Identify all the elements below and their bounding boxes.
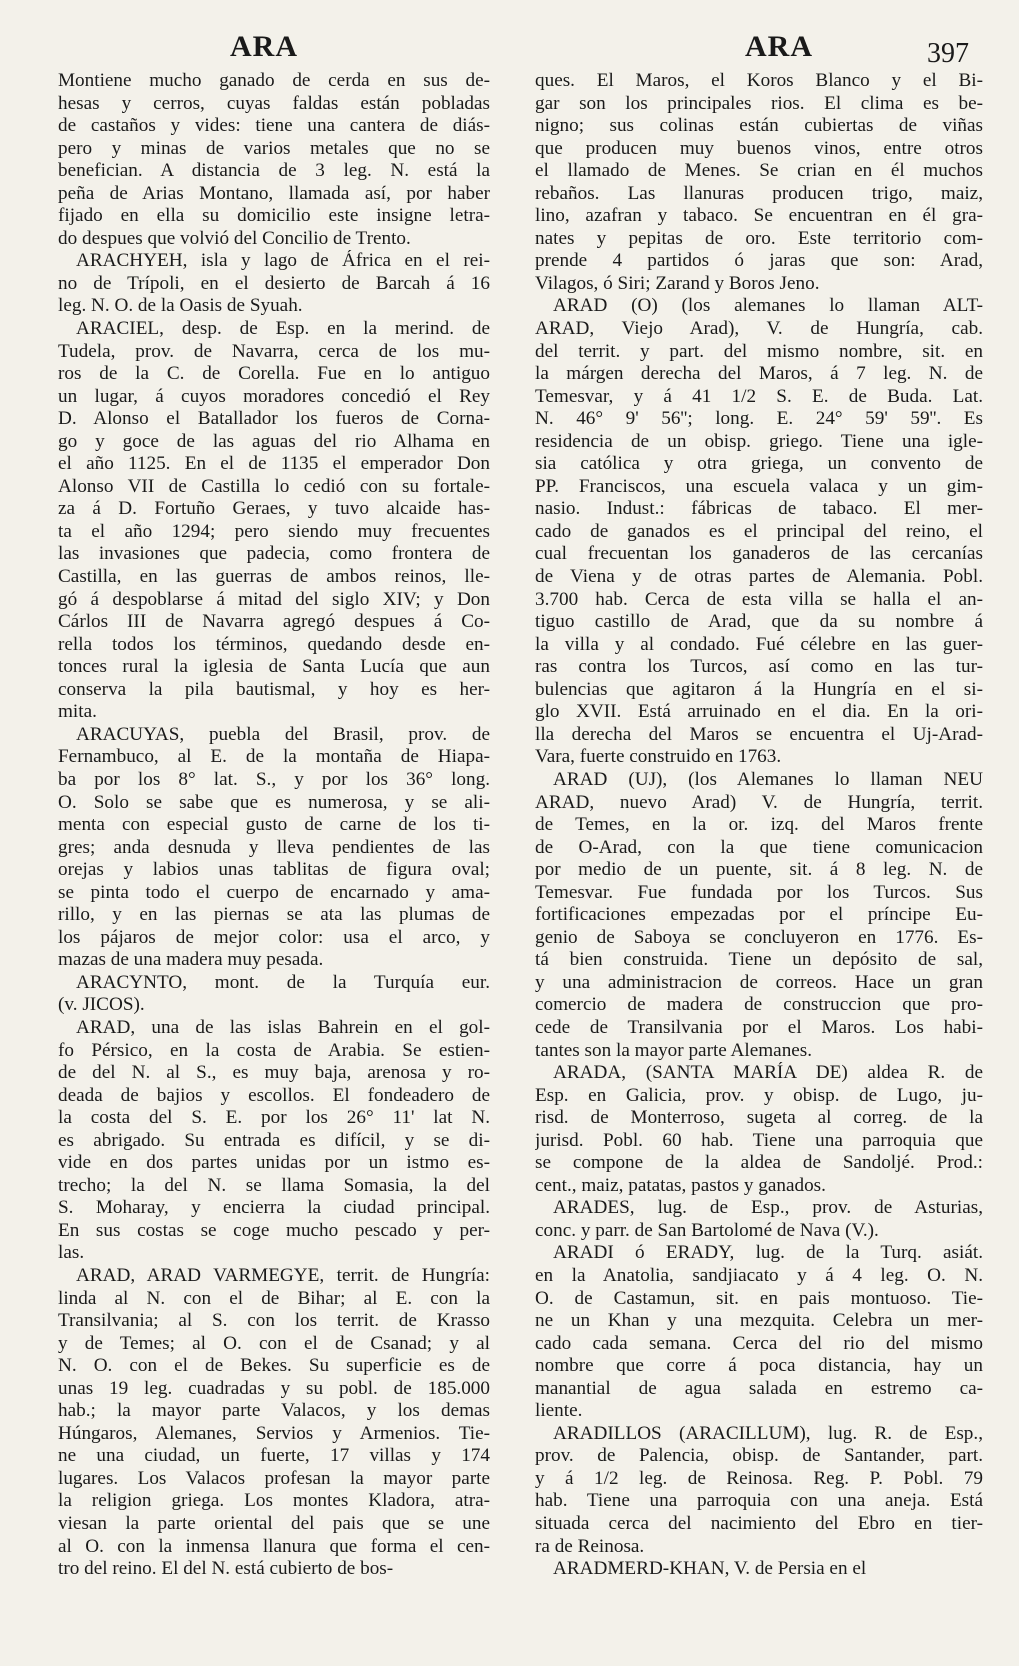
right-column [535,70,983,1581]
entry-line: pero y minas de varios metales que no se [58,137,490,159]
entry-line: de O-Arad, con la que tiene comunicacion [535,836,983,858]
entry-line: nasio. Indust.: fábricas de tabaco. El mer- [535,498,983,520]
entry-line: en la Anatolia, sandjiacato y á 4 leg. O. N. [535,1264,983,1286]
entry-line: genio de Saboya se concluyeron en 1776. Es- [535,926,983,948]
entry-line: ta el año 1294; pero siendo muy frecuentes [58,520,490,542]
entry-line: se compone de la aldea de Sandoljé. Prod.: [535,1152,983,1174]
left-running-head: ARA [230,30,298,63]
entry-line: trecho; la del N. se llama Somasia, la del [58,1174,490,1196]
entry-line: ne una ciudad, un fuerte, 17 villas y 174 [58,1445,490,1467]
entry-line: los pájaros de mejor color: usa el arco, y [58,926,490,948]
entry-line: nigno; sus colinas están cubiertas de viñas [535,115,983,137]
entry-line: Tudela, prov. de Navarra, cerca de los mu- [58,340,490,362]
entry-line: (v. JICOS). [58,994,145,1016]
entry-line: Cárlos III de Navarra agregó despues á Co- [58,611,490,633]
entry-line: rillo, y en las piernas se ata las plumas de [58,904,490,926]
entry-line: Vilagos, ó Siri; Zarand y Boros Jeno. [535,272,820,294]
entry-line: cual frecuentan los ganaderos de las cercanías [535,543,983,565]
entry-line: fijado en ella su domicilio este insigne letra- [58,205,490,227]
entry-line: y á 1/2 leg. de Reinosa. Reg. P. Pobl. 79 [535,1467,983,1489]
entry-line: tonces rural la iglesia de Santa Lucía que aun [58,656,490,678]
entry-line: ARAD, una de las islas Bahrein en el gol- [76,1016,490,1038]
dictionary-entry [535,1062,983,1197]
entry-line: un lugar, á cuyos moradores concedió el Rey [58,385,490,407]
entry-line: la márgen derecha del Maros, á 7 leg. N. de [535,363,983,385]
entry-line: por medio de un puente, sit. á 8 leg. N. de [535,859,983,881]
entry-line: Húngaros, Alemanes, Servios y Armenios. Tie- [58,1422,490,1444]
right-running-head: ARA [745,30,813,63]
entry-line: Esp. en Galicia, prov. y obisp. de Lugo, ju- [535,1084,983,1106]
entry-line: hab.; la mayor parte Valacos, y los demas [58,1400,490,1422]
entry-line: tro del reino. El del N. está cubierto de bos- [58,1558,394,1580]
entry-line: de castaños y vides: tiene una cantera de diás- [58,115,490,137]
entry-line: lino, azafran y tabaco. Se encuentran en él gra- [535,205,983,227]
dictionary-entry [58,724,490,972]
entry-line: fo Pérsico, en la costa de Arabia. Se estien- [58,1039,490,1061]
entry-line: Alonso VII de Castilla lo cedió con su fortale- [58,475,490,497]
entry-line: S. Moharay, y encierra la ciudad principal. [58,1197,490,1219]
entry-line: mazas de una madera muy pesada. [58,949,324,971]
entry-line: D. Alonso el Batallador los fueros de Corna- [58,408,490,430]
entry-line: linda al N. con el de Bihar; al E. con la [58,1287,490,1309]
entry-line: rebaños. Las llanuras producen trigo, maiz, [535,182,983,204]
entry-line: la villa y al condado. Fué célebre en las guer- [535,633,983,655]
entry-line: PP. Franciscos, una escuela valaca y un gim- [535,475,983,497]
entry-line: del territ. y part. del mismo nombre, sit. en [535,340,983,362]
dictionary-entry [58,70,490,250]
entry-line: ARAD, ARAD VARMEGYE, territ. de Hungría: [76,1264,490,1286]
entry-line: nombre que corre á poca distancia, hay un [535,1355,983,1377]
entry-line: Fernambuco, al E. de la montaña de Hiapa- [58,746,490,768]
entry-line: es abrigado. Su entrada es difícil, y se di- [58,1129,490,1151]
entry-line: ARAD (UJ), (los Alemanes lo llaman NEU [553,768,983,790]
entry-line: ques. El Maros, el Koros Blanco y el Bi- [535,70,983,91]
entry-line: no de Trípoli, en el desierto de Barcah á 16 [58,272,490,294]
dictionary-entry [58,250,490,318]
entry-line: las invasiones que padecia, como frontera de [58,543,490,565]
entry-line: ARADILLOS (ARACILLUM), lug. R. de Esp., [553,1422,983,1444]
entry-line: ARACHYEH, isla y lago de África en el rei- [76,250,490,272]
entry-line: de Viena y de otras partes de Alemania. Pobl. [535,566,983,588]
entry-line: Transilvania; al S. con los territ. de Krasso [58,1310,490,1332]
entry-line: manantial de agua salada en estremo ca- [535,1377,983,1399]
entry-line: se pinta todo el cuerpo de encarnado y ama- [58,881,490,903]
entry-line: ARADES, lug. de Esp., prov. de Asturias, [553,1197,983,1219]
entry-line: mita. [58,701,97,723]
entry-line: deada de bajios y escollos. El fondeadero de [58,1084,490,1106]
entry-line: O. Solo se sabe que es numerosa, y se ali- [58,791,490,813]
dictionary-entry [535,295,983,768]
entry-line: ARADMERD-KHAN, V. de Persia en el [553,1558,867,1580]
entry-line: ARAD, nuevo Arad) V. de Hungría, territ. [535,791,983,813]
entry-line: unas 19 leg. cuadradas y su pobl. de 185.000 [58,1377,490,1399]
entry-line: la costa del S. E. por los 26° 11' lat N. [58,1107,490,1129]
entry-line: ARACIEL, desp. de Esp. en la merind. de [76,318,490,340]
entry-line: y de Temes; al O. con el de Csanad; y al [58,1332,490,1354]
entry-line: risd. de Monterroso, sugeta al correg. de la [535,1107,983,1129]
entry-line: vide en dos partes unidas por un istmo es- [58,1152,490,1174]
entry-line: lla derecha del Maros se encuentra el Uj-Arad- [535,723,983,745]
entry-line: cado de ganados es el principal del reino, el [535,520,983,542]
entry-line: viesan la parte oriental del pais que se une [58,1513,490,1534]
entry-line: Vara, fuerte construido en 1763. [535,746,782,768]
entry-line: comercio de madera de construccion que pro- [535,994,983,1016]
entry-line: el llamado de Menes. Se crian en él muchos [535,160,983,182]
entry-line: conserva la pila bautismal, y hoy es her- [58,678,490,700]
entry-line: N. 46° 9' 56''; long. E. 24° 59' 59''. Es [535,408,983,430]
entry-line: y una administracion de correos. Hace un gran [535,971,983,993]
dictionary-entry [535,1423,983,1558]
entry-line: menta con especial gusto de carne de los ti- [58,814,490,836]
dictionary-entry [535,70,983,295]
dictionary-entry [58,1265,490,1581]
entry-line: 3.700 hab. Cerca de esta villa se halla el an- [535,588,983,610]
entry-line: rella todos los términos, quedando desde en- [58,633,490,655]
dictionary-entry [58,972,490,1017]
entry-line: Castilla, en las guerras de ambos reinos, lle- [58,566,490,588]
entry-line: nates y pepitas de oro. Este territorio com- [535,227,983,249]
entry-line: que producen muy buenos vinos, entre otros [535,137,983,159]
entry-line: N. O. con el de Bekes. Su superficie es de [58,1355,490,1377]
entry-line: tiguo castillo de Arad, que da su nombre á [535,611,983,633]
entry-line: prende 4 partidos ó jaras que son: Arad, [535,250,983,272]
entry-line: gar son los principales rios. El clima es be- [535,92,983,114]
entry-line: O. de Castamun, sit. en pais montuoso. Tie- [535,1287,983,1309]
entry-line: ne un Khan y una mezquita. Celebra un mer- [535,1310,983,1332]
entry-line: gó á despoblarse á mitad del siglo XIV; y Don [58,588,490,610]
entry-line: bulencias que agitaron á la Hungría en el si- [535,678,983,700]
entry-line: lugares. Los Valacos profesan la mayor parte [58,1467,490,1489]
entry-line: al O. con la inmensa llanura que forma el cen- [58,1535,490,1557]
entry-line: cent., maiz, patatas, pastos y ganados. [535,1174,826,1196]
entry-line: orejas y labios unas tablitas de figura oval; [58,859,490,881]
entry-line: Montiene mucho ganado de cerda en sus de- [58,70,490,91]
entry-line: de Temes, en la or. izq. del Maros frente [535,814,983,836]
dictionary-entry [58,318,490,724]
entry-line: las. [58,1242,85,1264]
entry-line: do despues que volvió del Concilio de Trento. [58,227,411,249]
entry-line: tá bien construida. Tiene un depósito de sal, [535,949,983,971]
entry-line: prov. de Palencia, obisp. de Santander, part. [535,1445,983,1467]
entry-line: cede de Transilvania por el Maros. Los habi- [535,1016,983,1038]
dictionary-entry [535,1558,983,1581]
entry-line: ARACYNTO, mont. de la Turquía eur. [76,971,490,993]
dictionary-entry [535,1197,983,1242]
entry-line: Temesvar, y á 41 1/2 S. E. de Buda. Lat. [535,385,983,407]
entry-line: ARAD, Viejo Arad), V. de Hungría, cab. [535,318,983,340]
entry-line: ARACUYAS, puebla del Brasil, prov. de [76,723,490,745]
entry-line: za á D. Fortuño Geraes, y tuvo alcaide has- [58,498,490,520]
entry-line: glo XVII. Está arruinado en el dia. En la ori- [535,701,983,723]
entry-line: jurisd. Pobl. 60 hab. Tiene una parroquia que [535,1129,983,1151]
entry-line: benefician. A distancia de 3 leg. N. está la [58,160,490,182]
dictionary-entry [58,1017,490,1265]
entry-line: ba por los 8° lat. S., y por los 36° long. [58,768,490,790]
entry-line: peña de Arias Montano, llamada así, por haber [58,182,490,204]
entry-line: gres; anda desnuda y lleva pendientes de las [58,836,490,858]
entry-line: liente. [535,1400,583,1422]
entry-line: cado cada semana. Cerca del rio del mismo [535,1332,983,1354]
entry-line: sia católica y otra griega, un convento de [535,453,983,475]
entry-line: situada cerca del nacimiento del Ebro en tier- [535,1513,983,1534]
entry-line: hesas y cerros, cuyas faldas están pobladas [58,92,490,114]
entry-line: de del N. al S., es muy baja, arenosa y ro- [58,1062,490,1084]
entry-line: la religion griega. Los montes Kladora, atra- [58,1490,490,1512]
dictionary-entry [535,769,983,1062]
dictionary-entry [535,1242,983,1422]
entry-line: residencia de un obisp. griego. Tiene una igle- [535,430,983,452]
entry-line: ARADA, (SANTA MARÍA DE) aldea R. de [553,1062,983,1084]
entry-line: ra de Reinosa. [535,1535,645,1557]
entry-line: el año 1125. En el de 1135 el emperador Don [58,453,490,475]
entry-line: ARADI ó ERADY, lug. de la Turq. asiát. [553,1242,983,1264]
entry-line: fortificaciones empezadas por el príncipe Eu- [535,904,983,926]
entry-line: ARAD (O) (los alemanes lo llaman ALT- [553,295,983,317]
entry-line: go y goce de las aguas del rio Alhama en [58,430,490,452]
entry-line: ras contra los Turcos, así como en las tur- [535,656,983,678]
left-column [58,70,490,1581]
entry-line: leg. N. O. de la Oasis de Syuah. [58,295,303,317]
entry-line: hab. Tiene una parroquia con una aneja. Está [535,1490,983,1512]
page-number: 397 [927,38,969,69]
entry-line: En sus costas se coge mucho pescado y per- [58,1219,490,1241]
entry-line: ros de la C. de Corella. Fue en lo antiguo [58,363,490,385]
entry-line: tantes son la mayor parte Alemanes. [535,1039,813,1061]
entry-line: conc. y parr. de San Bartolomé de Nava (V.). [535,1219,879,1241]
entry-line: Temesvar. Fue fundada por los Turcos. Sus [535,881,983,903]
